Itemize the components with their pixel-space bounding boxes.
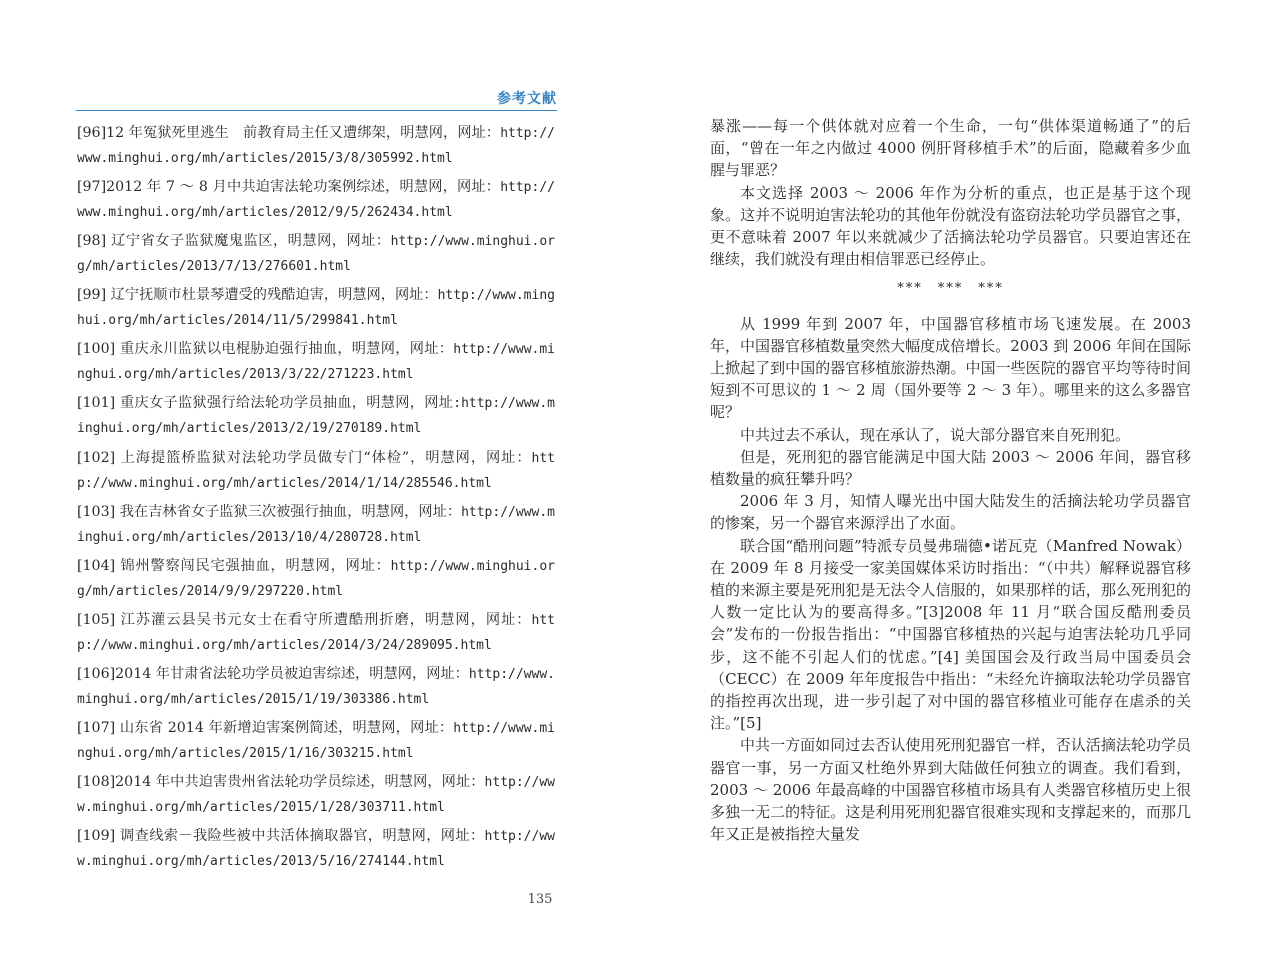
paragraph: 2006 年 3 月，知情人曝光出中国大陆发生的活摘法轮功学员器官的惨案，另一个器官来源浮出了水面。 [710,492,1191,533]
reference-text: [107] 山东省 2014 年新增迫害案例简述，明慧网，网址： [77,720,454,737]
reference-text: [99] 辽宁抚顺市杜景琴遭受的残酷迫害，明慧网，网址： [77,287,438,304]
reference-url: http://www.minghui.org/mh/articles/2015/1/28/303711.html [77,775,555,816]
running-head-title: 参考文献 [497,91,557,107]
running-head [76,88,557,111]
paragraph: 中共过去不承认，现在承认了，说大部分器官来自死刑犯。 [740,425,1131,444]
reference-url: http://www.minghui.org/mh/articles/2012/9/5/262434.html [77,180,555,221]
reference-item [77,716,555,770]
reference-url: http://www.minghui.org/mh/articles/2014/1/14/285546.html [77,450,555,491]
reference-text: [104] 锦州警察闯民宅强抽血，明慧网，网址： [77,557,391,574]
paragraph: 中共一方面如同过去否认使用死刑犯器官一样，否认活摘法轮功学员器官一事，另一方面又杜绝外界到大陆做任何独立的调查。我们看到，2003 ～ 2006 年最高峰的中国器官移植市场具有人类器官移植历史上很多独一无二的特征。这是利用死刑犯器官很难实现和支撑起来的，而那几年又正是被指控大量发 [710,736,1191,844]
reference-text: [103] 我在吉林省女子监狱三次被强行抽血，明慧网，网址： [77,503,462,520]
reference-item [77,175,555,229]
reference-url: http://www.minghui.org/mh/articles/2014/11/5/299841.html [77,288,555,329]
paragraph: 但是，死刑犯的器官能满足中国大陆 2003 ～ 2006 年间，器官移植数量的疯狂攀升吗？ [710,447,1191,489]
reference-item [77,608,555,662]
reference-item [77,446,555,500]
reference-item [77,824,555,878]
reference-url: http://www.minghui.org/mh/articles/2013/3/22/271223.html [77,342,555,383]
reference-text: [101] 重庆女子监狱强行给法轮功学员抽血，明慧网，网址 [77,395,454,412]
reference-item [77,337,555,391]
left-page [0,0,620,978]
reference-url: http://www.minghui.org/mh/articles/2014/9/9/297220.html [77,558,555,599]
reference-item [77,770,555,824]
reference-item [77,229,555,283]
reference-url: :http://www.minghui.org/mh/articles/2013/2/19/270189.html [77,396,555,437]
reference-url: http://www.minghui.org/mh/articles/2013/5/16/274144.html [77,829,555,870]
reference-url: http://www.minghui.org/mh/articles/2015/1/16/303215.html [77,721,555,762]
reference-url: http://www.minghui.org/mh/articles/2013/10/4/280728.html [77,504,555,545]
section-separator: *** *** *** [897,281,1004,297]
reference-text: [105] 江苏灌云县吴书元女士在看守所遭酷刑折磨，明慧网，网址： [77,611,532,628]
reference-text: [102] 上海提篮桥监狱对法轮功学员做专门“体检”，明慧网，网址： [77,449,532,466]
reference-item [77,121,555,175]
reference-text: [100] 重庆永川监狱以电棍胁迫强行抽血，明慧网，网址： [77,341,454,358]
reference-text: [106]2014 年甘肃省法轮功学员被迫害综述，明慧网，网址： [77,665,469,682]
reference-text: [97]2012 年 7 ～ 8 月中共迫害法轮功案例综述，明慧网，网址： [77,179,501,196]
reference-text: [96]12 年冤狱死里逃生 前教育局主任又遭绑架，明慧网，网址： [77,125,501,141]
paragraph: 从 1999 年到 2007 年，中国器官移植市场飞速发展。在 2003 年，中国器官移植数量突然大幅度成倍增长。2003 到 2006 年间在国际上掀起了到中国的器官移植旅游热潮。中国一些医院的器官平均等待时间短到不可思议的 1 ～ 2 周（国外要等 2 ～ 3 年）。哪里来的这么多器官呢？ [710,314,1191,422]
reference-text: [109] 调查线索－我险些被中共活体摘取器官，明慧网，网址： [77,828,485,845]
reference-item [77,283,555,337]
paragraph: 本文选择 2003 ～ 2006 年作为分析的重点，也正是基于这个现象。这并不说明迫害法轮功的其他年份就没有盗窃法轮功学员器官之事，更不意味着 2007 年以来就减少了活摘法轮功学员器官。只要迫害还在继续，我们就没有理由相信罪恶已经停止。 [710,183,1191,269]
reference-list [77,121,555,878]
reference-item [77,500,555,554]
reference-url: http://www.minghui.org/mh/articles/2014/3/24/289095.html [77,612,555,653]
reference-item [77,554,555,608]
reference-item [77,662,555,716]
right-page [632,0,1265,978]
reference-url: http://www.minghui.org/mh/articles/2015/1/19/303386.html [77,666,555,707]
reference-text: [108]2014 年中共迫害贵州省法轮功学员综述，明慧网，网址： [77,774,485,791]
reference-item [77,391,555,445]
paragraph: 暴涨——每一个供体就对应着一个生命，一句“供体渠道畅通了”的后面，“曾在一年之内做过 4000 例肝肾移植手术”的后面，隐藏着多少血腥与罪恶？ [710,117,1191,180]
paragraph: 联合国“酷刑问题”特派专员曼弗瑞德•诺瓦克（Manfred Nowak）在 2009 年 8 月接受一家美国媒体采访时指出：“（中共）解释说器官移植的来源主要是死刑犯是无法令人信服的，如果那样的话，那么死刑犯的人数一定比认为的要高得多。”[3]2008 年 11 月“联合国反酷刑委员会”发布的一份报告指出：“中国器官移植热的兴起与迫害法轮功几乎同步，这不能不引起人们的忧虑。”[4] 美国国会及行政当局中国委员会（CECC）在 2009 年年度报告中指出：“未经允许摘取法轮功学员器官的指控再次出现，进一步引起了对中国的器官移植业可能存在虐杀的关注。”[5] [710,536,1191,733]
page-number: 135 [527,892,553,907]
reference-url: http://www.minghui.org/mh/articles/2015/3/8/305992.html [77,126,555,166]
reference-text: [98] 辽宁省女子监狱魔鬼监区，明慧网，网址： [77,233,391,250]
reference-url: http://www.minghui.org/mh/articles/2013/7/13/276601.html [77,234,555,275]
body-text [710,115,1191,846]
